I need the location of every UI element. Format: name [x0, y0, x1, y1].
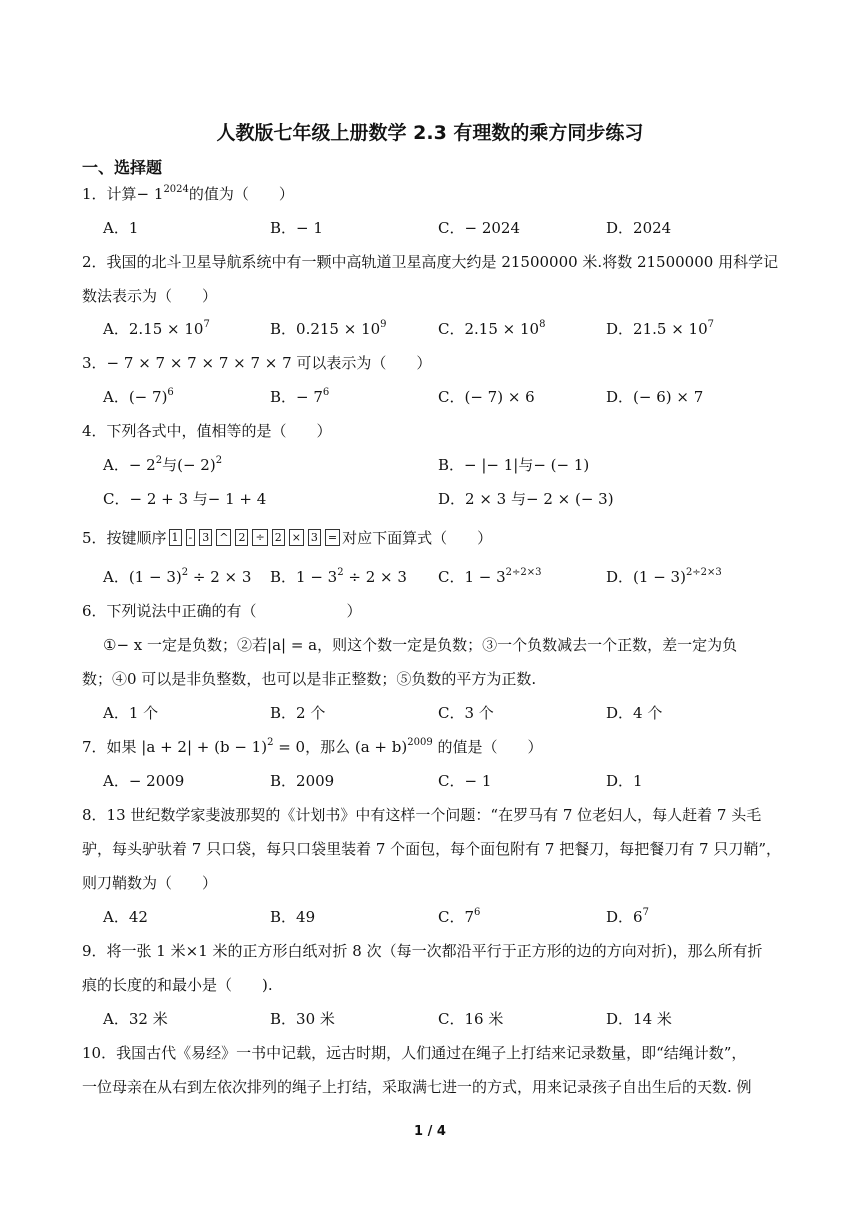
key-equals: = — [325, 529, 340, 546]
question-1: 1．计算− $1^{2024}$的值为（ ） — [82, 184, 294, 203]
q4-option-b[interactable]: B．− |− 1|与− (− 1) — [438, 456, 590, 474]
question-6-line-1: ①− x 一定是负数；②若|a| = a，则这个数一定是负数；③一个负数减去一个正数，差一定为负 — [103, 636, 738, 654]
question-10-line-1: 10．我国古代《易经》一书中记载，远古时期，人们通过在绳子上打结来记录数量，即“结绳计数”， — [82, 1044, 747, 1062]
q3-option-a[interactable]: A．(− 7)$^6$ — [103, 387, 174, 406]
q6-option-c[interactable]: C．3 个 — [438, 704, 494, 722]
question-7: 7．如果 $|a + 2| + (b - 1)^2 = 0$，那么 $(a + b)^{2009}$ 的值是（ ） — [82, 737, 543, 756]
q7-option-d[interactable]: D．1 — [606, 772, 643, 790]
q2-option-d[interactable]: D．$21.5 \times 10^7$ — [606, 319, 714, 338]
question-6: 6．下列说法中正确的有（ ） — [82, 602, 362, 620]
q1-option-a[interactable]: A．1 — [103, 219, 139, 237]
q9-option-c[interactable]: C．16 米 — [438, 1010, 504, 1028]
q4-option-a[interactable]: A．− $2^2$与(− 2)$^2$ — [103, 455, 223, 474]
key-caret: ^ — [216, 529, 231, 546]
q2-option-a[interactable]: A．$2.15 \times 10^7$ — [103, 319, 210, 338]
q3-option-b[interactable]: B．− $7^6$ — [270, 387, 330, 406]
q9-option-b[interactable]: B．30 米 — [270, 1010, 335, 1028]
question-3: 3．− 7 × 7 × 7 × 7 × 7 × 7 可以表示为（ ） — [82, 354, 432, 372]
q5-option-c[interactable]: C．$1 - 3^{2\div 2\times 3}$ — [438, 567, 542, 586]
q6-option-b[interactable]: B．2 个 — [270, 704, 326, 722]
q5-option-b[interactable]: B．$1 - 3^2 \div 2 \times 3$ — [270, 567, 407, 586]
question-8-line-1: 8．13 世纪数学家斐波那契的《计划书》中有这样一个问题：“在罗马有 7 位老妇人，每人赶着 7 头毛 — [82, 806, 762, 824]
q8-option-d[interactable]: D．$6^7$ — [606, 907, 649, 926]
q9-option-d[interactable]: D．14 米 — [606, 1010, 672, 1028]
q2-option-c[interactable]: C．$2.15 \times 10^8$ — [438, 319, 546, 338]
q5-option-d[interactable]: D．$(1 - 3)^{2\div 2\times 3}$ — [606, 567, 722, 586]
q1-option-c[interactable]: C．− 2024 — [438, 219, 520, 237]
question-5: 5．按键顺序 1 - 3 ^ 2 ÷ 2 × 3 = 对应下面算式（ ） — [82, 529, 493, 547]
question-2-line-2: 数法表示为（ ） — [82, 287, 218, 305]
question-9-line-1: 9．将一张 1 米×1 米的正方形白纸对折 8 次（每一次都沿平行于正方形的边的方向对折)，那么所有折 — [82, 942, 763, 960]
q6-option-d[interactable]: D．4 个 — [606, 704, 663, 722]
section-heading: 一、选择题 — [82, 158, 163, 177]
key-minus: - — [186, 529, 196, 546]
key-times: × — [289, 529, 304, 546]
q7-option-b[interactable]: B．2009 — [270, 772, 335, 790]
question-2-line-1: 2．我国的北斗卫星导航系统中有一颗中高轨道卫星高度大约是 21500000 米.将数 21500000 用科学记 — [82, 253, 779, 271]
question-10-line-2: 一位母亲在从右到左依次排列的绳子上打结，采取满七进一的方式，用来记录孩子自出生后的天数. 例 — [82, 1078, 752, 1096]
q5-option-a[interactable]: A．$(1 - 3)^2 \div 2 \times 3$ — [103, 567, 252, 586]
question-8-line-2: 驴，每头驴驮着 7 只口袋，每只口袋里装着 7 个面包，每个面包附有 7 把餐刀，每把餐刀有 7 只刀鞘”， — [82, 840, 781, 858]
page-title: 人教版七年级上册数学 2.3 有理数的乘方同步练习 — [216, 122, 644, 144]
question-9-line-2: 痕的长度的和最小是（ ). — [82, 976, 273, 994]
q8-option-a[interactable]: A．42 — [103, 908, 148, 926]
q2-option-b[interactable]: B．$0.215 \times 10^9$ — [270, 319, 387, 338]
q8-option-b[interactable]: B．49 — [270, 908, 316, 926]
key-1: 1 — [169, 529, 182, 546]
q7-option-c[interactable]: C．− 1 — [438, 772, 492, 790]
key-divide: ÷ — [252, 529, 267, 546]
key-2: 2 — [272, 529, 285, 546]
q1-option-d[interactable]: D．2024 — [606, 219, 672, 237]
question-6-line-2: 数；④0 可以是非负整数，也可以是非正整数；⑤负数的平方为正数. — [82, 670, 537, 688]
q6-option-a[interactable]: A．1 个 — [103, 704, 159, 722]
question-4: 4．下列各式中，值相等的是（ ） — [82, 422, 332, 440]
q9-option-a[interactable]: A．32 米 — [103, 1010, 168, 1028]
q7-option-a[interactable]: A．− 2009 — [103, 772, 185, 790]
page-number: 1 / 4 — [414, 1124, 446, 1139]
q3-option-c[interactable]: C．(− 7) × 6 — [438, 388, 535, 406]
q1-option-b[interactable]: B．− 1 — [270, 219, 323, 237]
q4-option-c[interactable]: C．− 2 + 3 与− 1 + 4 — [103, 490, 267, 508]
key-2: 2 — [235, 529, 248, 546]
key-3: 3 — [199, 529, 212, 546]
q4-option-d[interactable]: D．2 × 3 与− 2 × (− 3) — [438, 490, 614, 508]
key-3: 3 — [308, 529, 321, 546]
question-8-line-3: 则刀鞘数为（ ） — [82, 874, 218, 892]
q8-option-c[interactable]: C．$7^6$ — [438, 907, 481, 926]
q3-option-d[interactable]: D．(− 6) × 7 — [606, 388, 704, 406]
